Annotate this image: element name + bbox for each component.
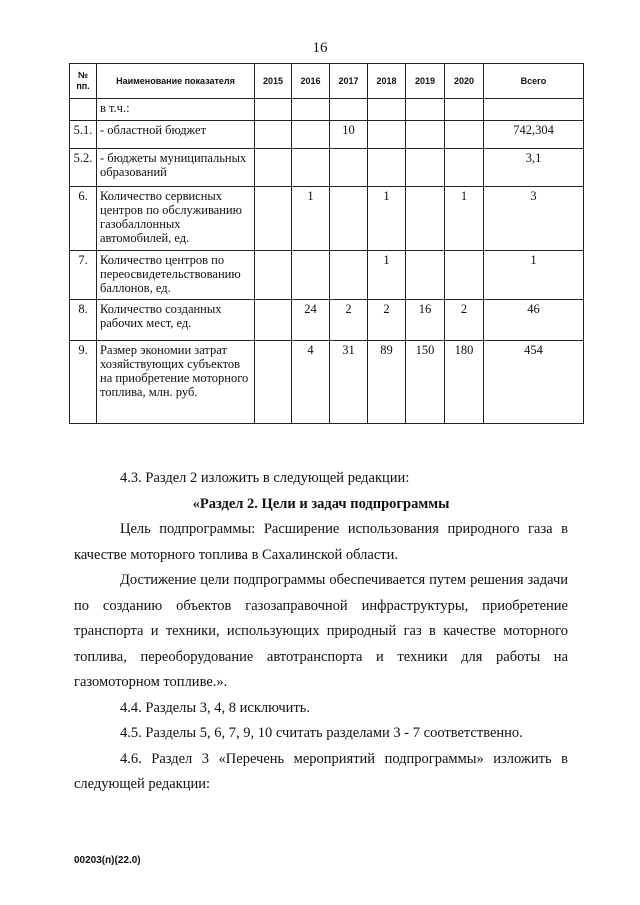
cell-y2020 [445, 99, 484, 121]
cell-y2016: 24 [292, 300, 330, 341]
paragraph-4-4: 4.4. Разделы 3, 4, 8 исключить. [120, 699, 311, 716]
cell-y2020 [445, 149, 484, 187]
cell-y2019: 150 [406, 341, 445, 424]
header-2017: 2017 [330, 64, 368, 99]
cell-name: - бюджеты муниципальных образований [97, 149, 255, 187]
cell-num: 5.1. [70, 121, 97, 149]
table-row [70, 341, 584, 424]
cell-y2018: 1 [368, 187, 406, 251]
cell-y2017 [330, 251, 368, 300]
cell-y2015 [255, 149, 292, 187]
cell-y2018: 2 [368, 300, 406, 341]
cell-name: Количество созданных рабочих мест, ед. [97, 300, 255, 341]
cell-num: 7. [70, 251, 97, 300]
cell-y2019 [406, 149, 445, 187]
cell-y2018 [368, 99, 406, 121]
cell-y2018: 89 [368, 341, 406, 424]
cell-y2015 [255, 99, 292, 121]
header-2016: 2016 [292, 64, 330, 99]
cell-name: Количество центров по переосвидетельствованию баллонов, ед. [97, 251, 255, 300]
cell-y2019 [406, 121, 445, 149]
cell-total: 1 [484, 251, 584, 300]
cell-y2019: 16 [406, 300, 445, 341]
paragraph-4-6: 4.6. Раздел 3 «Перечень мероприятий подпрограммы» изложить в следующей редакции: [74, 750, 568, 792]
cell-y2016 [292, 149, 330, 187]
cell-total: 46 [484, 300, 584, 341]
cell-y2020: 1 [445, 187, 484, 251]
table-row [70, 149, 584, 187]
paragraph-4-3: 4.3. Раздел 2 изложить в следующей редакции: [120, 470, 410, 486]
table-row [70, 99, 584, 121]
cell-total: 3 [484, 187, 584, 251]
cell-y2015 [255, 251, 292, 300]
table-header-row [70, 64, 584, 99]
cell-y2017 [330, 149, 368, 187]
cell-y2017 [330, 187, 368, 251]
cell-y2020: 2 [445, 300, 484, 341]
document-code: 00203(п)(22.0) [74, 855, 141, 866]
cell-y2016 [292, 99, 330, 121]
cell-name: Количество сервисных центров по обслуживанию газобаллонных автомобилей, ед. [97, 187, 255, 251]
cell-total: 3,1 [484, 149, 584, 187]
cell-y2015 [255, 187, 292, 251]
header-2018: 2018 [368, 64, 406, 99]
table-row [70, 187, 584, 251]
cell-name: Размер экономии затрат хозяйствующих субъектов на приобретение моторного топлива, млн. руб. [97, 341, 255, 424]
cell-name: - областной бюджет [97, 121, 255, 149]
table-row [70, 121, 584, 149]
cell-y2016: 1 [292, 187, 330, 251]
cell-y2017 [330, 99, 368, 121]
cell-y2020 [445, 251, 484, 300]
page-number: 16 [312, 40, 328, 56]
body-text [74, 466, 568, 798]
cell-num: 5.2. [70, 149, 97, 187]
section-heading: «Раздел 2. Цели и задач подпрограммы [192, 495, 450, 512]
cell-name: в т.ч.: [97, 99, 255, 121]
cell-num: 6. [70, 187, 97, 251]
paragraph-4-5: 4.5. Разделы 5, 6, 7, 9, 10 считать разделами 3 - 7 соответственно. [120, 725, 523, 741]
cell-y2018 [368, 149, 406, 187]
cell-y2015 [255, 341, 292, 424]
cell-y2016: 4 [292, 341, 330, 424]
cell-num: 9. [70, 341, 97, 424]
cell-y2017: 10 [330, 121, 368, 149]
cell-y2019 [406, 251, 445, 300]
indicators-table [69, 63, 584, 424]
table-row [70, 251, 584, 300]
cell-y2017: 31 [330, 341, 368, 424]
header-num: № пп. [70, 64, 97, 99]
header-name: Наименование показателя [97, 64, 255, 99]
cell-y2018: 1 [368, 251, 406, 300]
cell-y2018 [368, 121, 406, 149]
cell-total: 742,304 [484, 121, 584, 149]
cell-y2019 [406, 187, 445, 251]
cell-y2016 [292, 251, 330, 300]
header-total: Всего [484, 64, 584, 99]
paragraph-achievement: Достижение цели подпрограммы обеспечивается путем решения задачи по созданию объектов газозаправочной инфраструктуры, приобретение транспорта и техники, использующих природный газ в качестве моторного топлива, переоборудование автотранспорта и техники для работы на газомоторном топливе.». [74, 572, 568, 690]
header-2019: 2019 [406, 64, 445, 99]
cell-y2016 [292, 121, 330, 149]
cell-y2020 [445, 121, 484, 149]
header-2015: 2015 [255, 64, 292, 99]
cell-y2017: 2 [330, 300, 368, 341]
cell-num: 8. [70, 300, 97, 341]
cell-y2020: 180 [445, 341, 484, 424]
cell-num [70, 99, 97, 121]
table-row [70, 300, 584, 341]
cell-y2015 [255, 300, 292, 341]
paragraph-goal: Цель подпрограммы: Расширение использования природного газа в качестве моторного топлива в Сахалинской области. [74, 521, 568, 563]
cell-y2019 [406, 99, 445, 121]
cell-y2015 [255, 121, 292, 149]
cell-total: 454 [484, 341, 584, 424]
cell-total [484, 99, 584, 121]
header-2020: 2020 [445, 64, 484, 99]
